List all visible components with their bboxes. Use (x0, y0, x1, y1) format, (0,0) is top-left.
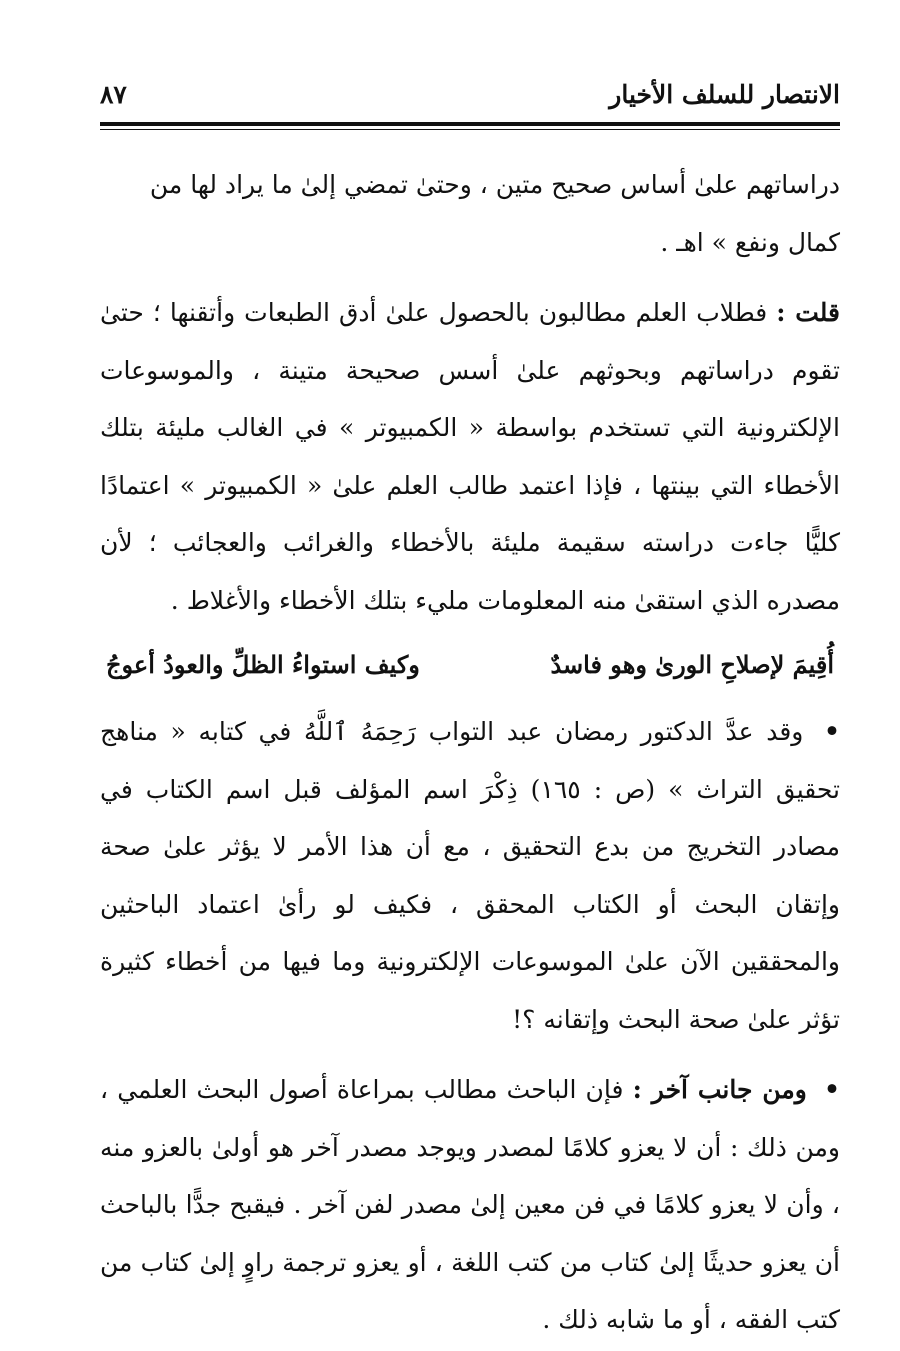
paragraph-other-side (100, 1061, 840, 1349)
bullet-marker: • (824, 1075, 840, 1104)
verse-second-hemistich: وكيف استواءُ الظلِّ والعودُ أعوجُ (106, 650, 420, 679)
paragraph-line: دراساتهم علىٰ أساس صحيح متين ، وحتىٰ تمضي إلىٰ ما يراد لها من (149, 170, 840, 199)
header-rule-thin (100, 129, 840, 130)
paragraph-qult (100, 284, 840, 629)
paragraph-ramadan (100, 703, 840, 1048)
running-header (100, 78, 840, 118)
running-title: الانتصار للسلف الأخيار (609, 80, 840, 109)
paragraph-text: وقد عدَّ الدكتور رمضان عبد التواب رَحِمَهُ ٱللَّهُ في كتابه « مناهج تحقيق التراث » (ص : ١٦٥) ذِكْرَ اسم المؤلف قبل اسم الكتاب في مصادر التخريج من بدع التحقيق ، مع أن هذا الأمر لا يؤثر علىٰ صحة وإتقان البحث أو الكتاب المحقق ، فكيف لو رأىٰ اعتماد الباحثين والمحققين الآن علىٰ الموسوعات الإلكترونية وما فيها من أخطاء كثيرة تؤثر علىٰ صحة البحث وإتقانه ؟! (100, 717, 841, 1034)
paragraph-lead: قلت : (776, 298, 840, 327)
paragraph-text: فطلاب العلم مطالبون بالحصول علىٰ أدق الطبعات وأتقنها ؛ حتىٰ تقوم دراساتهم وبحوثهم علىٰ أسس صحيحة متينة ، والموسوعات الإلكترونية التي تستخدم بواسطة « الكمبيوتر » في الغالب مليئة بتلك الأخطاء التي بينتها ، فإذا اعتمد طالب العلم علىٰ « الكمبيوتر » اعتمادًا كليًّا جاءت دراسته سقيمة مليئة بالأخطاء والغرائب والعجائب ؛ لأن مصدره الذي استقىٰ منه المعلومات مليء بتلك الأخطاء والأغلاط . (100, 298, 840, 615)
book-page (100, 78, 840, 1349)
bullet-marker: • (824, 717, 840, 746)
header-rule-thick (100, 122, 840, 126)
verse-first-hemistich: أُقِيمَ لإصلاحِ الورىٰ وهو فاسدٌ (550, 650, 834, 679)
page-number: ٨٧ (100, 80, 127, 109)
paragraph-text: فإن الباحث مطالب بمراعاة أصول البحث العلمي ، ومن ذلك : أن لا يعزو كلامًا لمصدر ويوجد مصدر آخر هو أولىٰ بالعزو منه ، وأن لا يعزو كلامًا في فن معين إلىٰ مصدر لفن آخر . فيقبح جدًّا بالباحث أن يعزو حديثًا إلىٰ كتاب من كتب اللغة ، أو يعزو ترجمة راوٍ إلىٰ كتاب من كتب الفقه ، أو ما شابه ذلك . (100, 1075, 840, 1334)
page-body (100, 156, 840, 1349)
paragraph-lead: ومن جانب آخر : (632, 1075, 807, 1104)
poetry-verse (100, 635, 840, 695)
paragraph-line: كمال ونفع » اهـ . (660, 227, 840, 257)
paragraph-continuation (100, 156, 840, 271)
